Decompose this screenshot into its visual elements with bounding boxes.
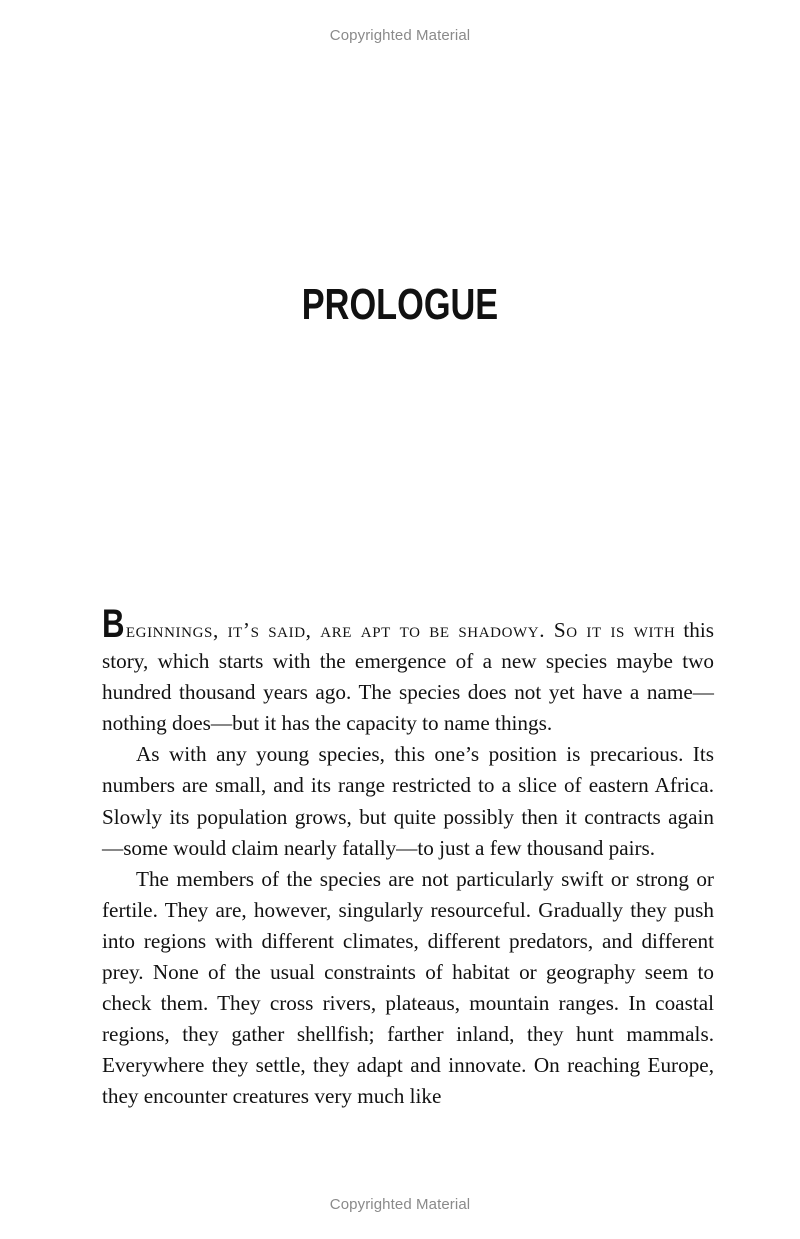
body-text	[102, 602, 714, 1113]
paragraph-2: As with any young species, this one’s position is precarious. Its numbers are small, and its range restricted to a slice of eastern Africa. Slowly its population grows, but quite possibly then it contracts again—some would claim nearly fatally—to just a few thousand pairs.	[102, 742, 714, 860]
paragraph-1	[102, 602, 714, 739]
paragraph-1-text: this story, which starts with the emergence of a new species maybe two hundred thousand years ago. The species does not yet have a name—nothing does—but it has the capacity to name things.	[102, 618, 714, 736]
drop-cap: B	[102, 602, 125, 646]
copyright-watermark-bottom: Copyrighted Material	[329, 1196, 471, 1213]
paragraph-3: The members of the species are not particularly swift or strong or fertile. They are, however, singularly resourceful. Gradually they push into regions with different climates, different predators, and different prey. None of the usual constraints of habitat or geography seem to check them. They cross rivers, plateaus, mountain ranges. In coastal regions, they gather shellfish; farther inland, they hunt mammals. Everywhere they settle, they adapt and innovate. On reaching Europe, they encounter creatures very much like	[102, 866, 714, 1109]
chapter-title: PROLOGUE	[301, 280, 499, 329]
paragraph-1-lead: eginnings, it’s said, are apt to be shadowy. So it is with	[125, 618, 676, 642]
copyright-watermark-top: Copyrighted Material	[329, 27, 471, 44]
